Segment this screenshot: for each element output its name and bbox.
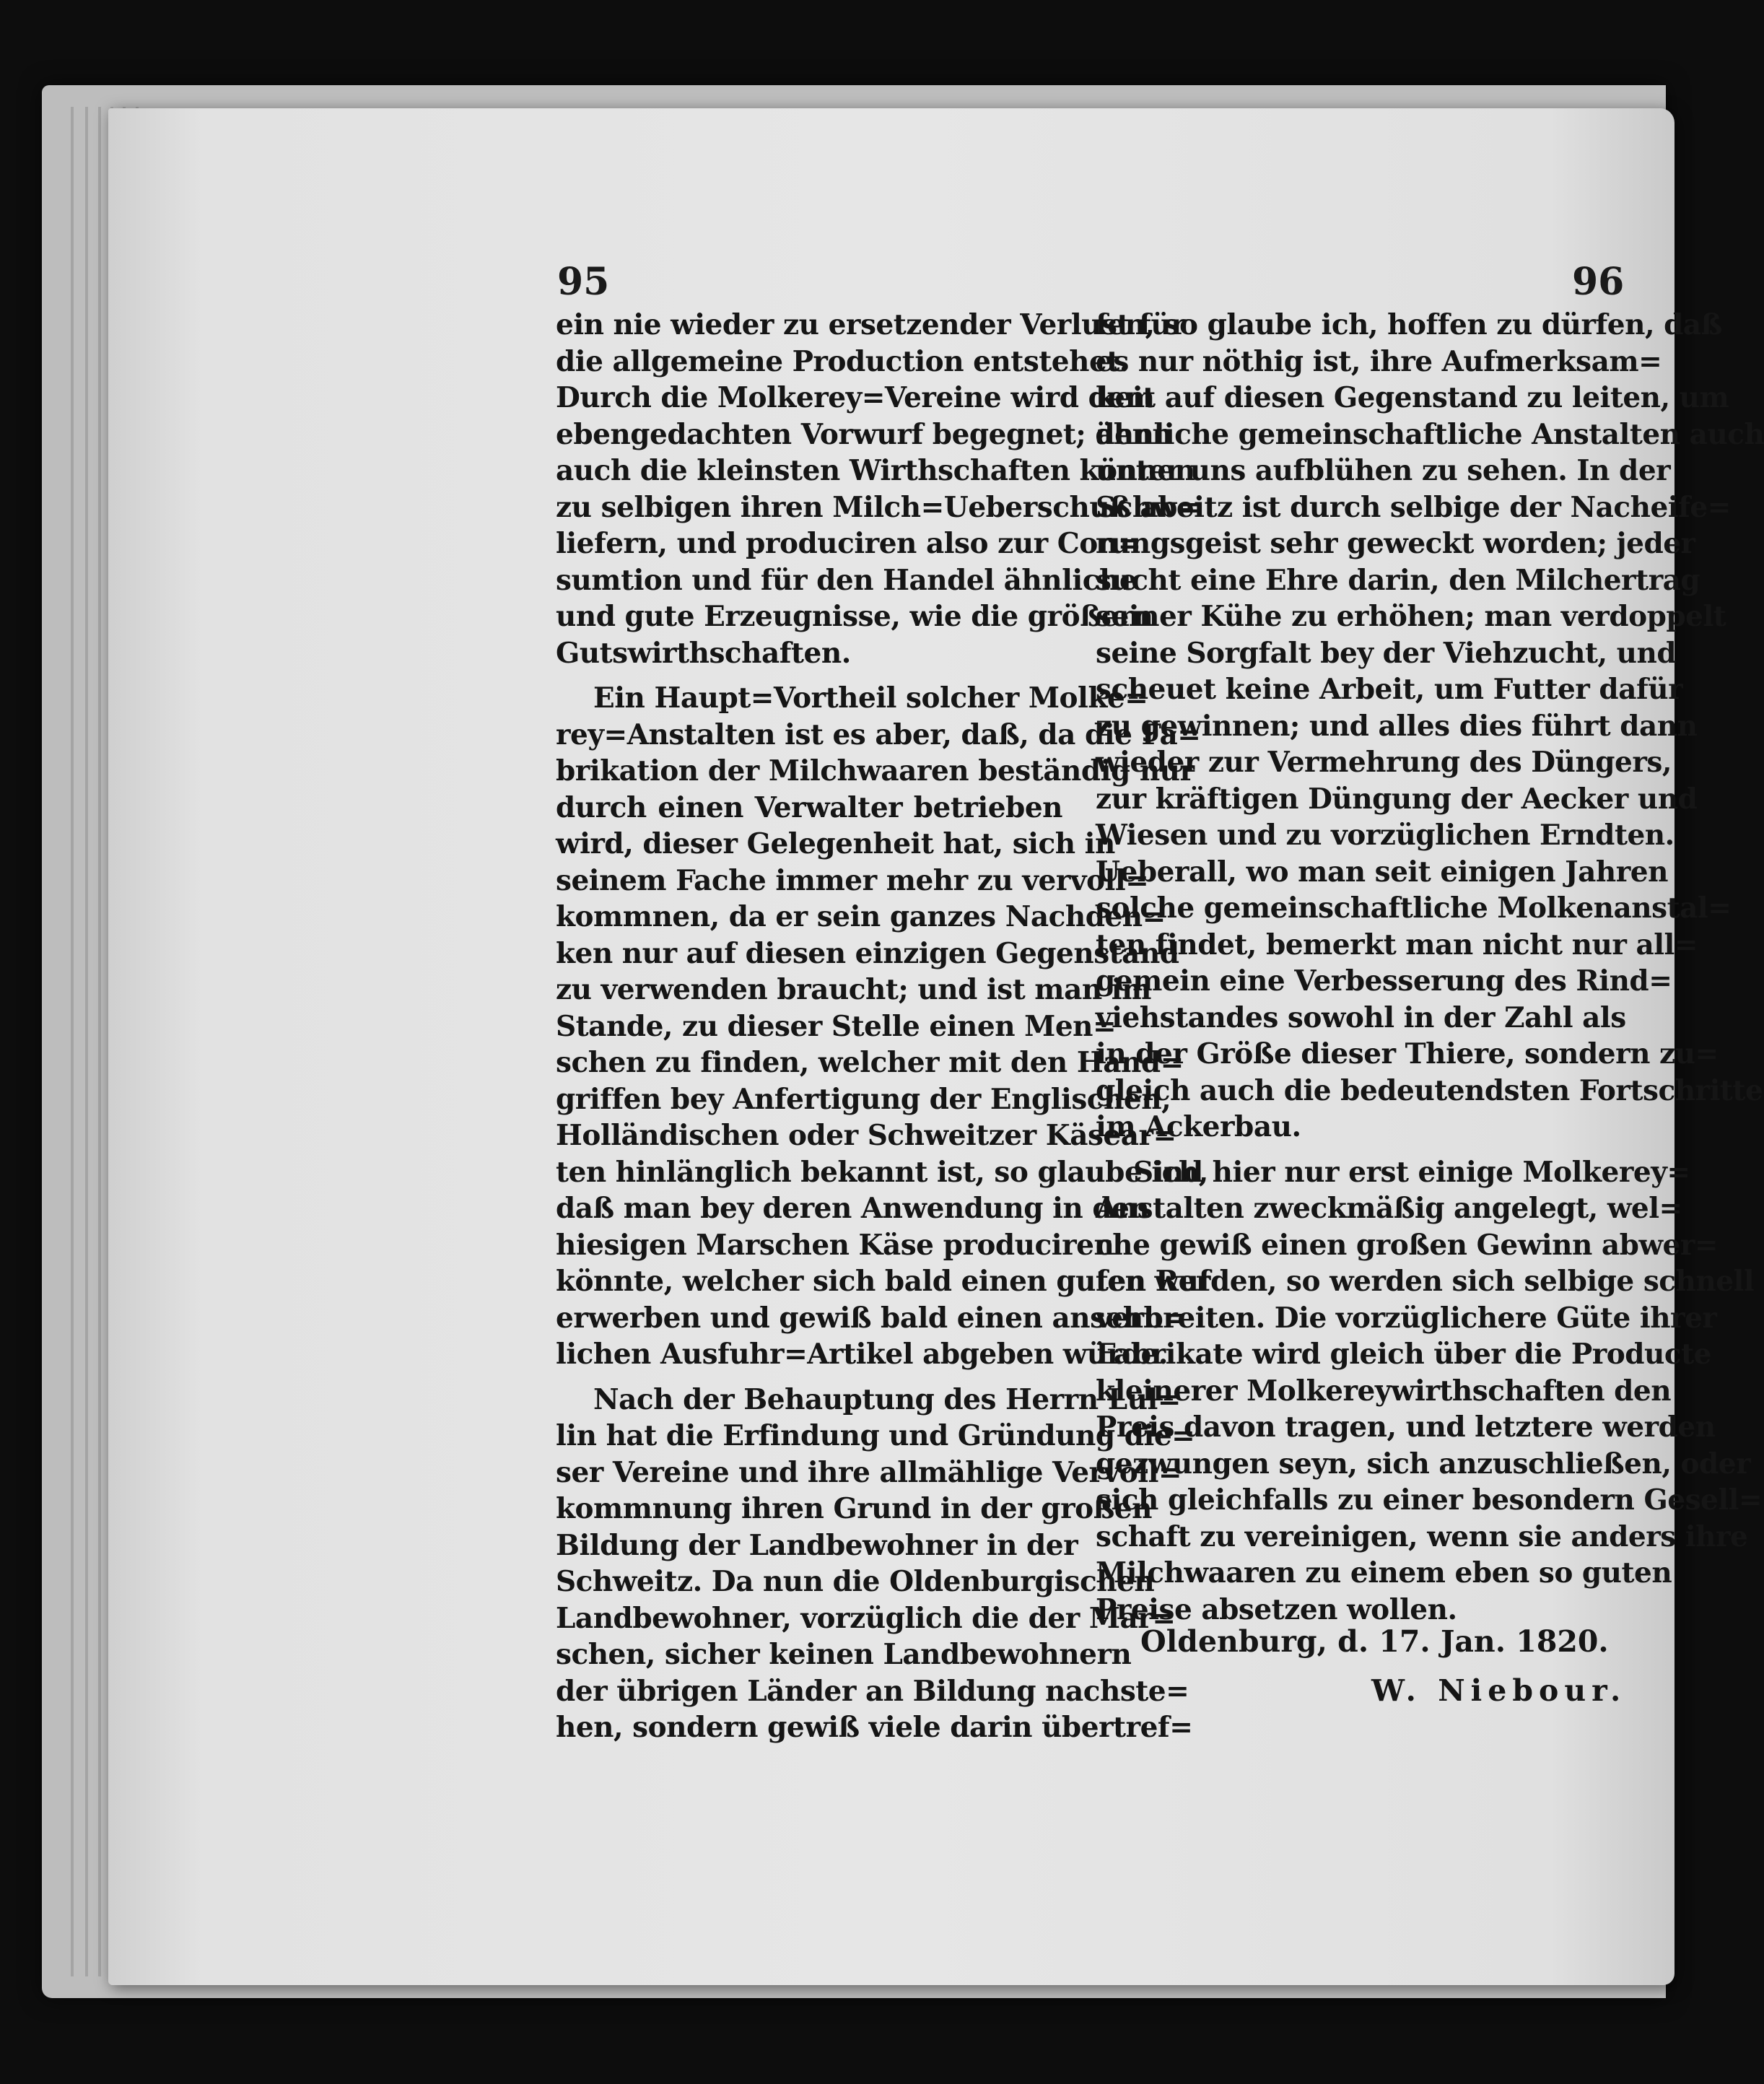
text-line: die allgemeine Production entstehet. <box>556 344 1129 378</box>
text-line: daß man bey deren Anwendung in den <box>556 1192 1150 1225</box>
text-line: keit auf diesen Gegenstand zu leiten, um <box>1096 381 1729 414</box>
text-line: gemein eine Verbesserung des Rind= <box>1096 964 1672 998</box>
text-line: Ein Haupt=Vortheil solcher Molke= <box>593 681 1148 715</box>
text-line: hen, sondern gewiß viele darin übertref= <box>556 1711 1193 1744</box>
text-line: liefern, und produciren also zur Con= <box>556 527 1141 560</box>
right-text-column <box>1096 307 1764 1628</box>
text-line: kommnen, da er sein ganzes Nachden= <box>556 900 1166 933</box>
text-line: schaft zu vereinigen, wenn sie anders ihre <box>1096 1520 1748 1553</box>
text-line: Nach der Behauptung des Herrn Lul= <box>593 1382 1181 1416</box>
paragraph-gap <box>556 1373 1062 1382</box>
text-line: der übrigen Länder an Bildung nachste= <box>556 1674 1189 1708</box>
text-line: in der Größe dieser Thiere, sondern zu= <box>1096 1037 1719 1071</box>
text-line: zu gewinnen; und alles dies führt dann <box>1096 709 1698 743</box>
text-line: Milchwaaren zu einem eben so guten <box>1096 1556 1672 1590</box>
text-line: rey=Anstalten ist es aber, daß, da die Fa= <box>556 718 1201 751</box>
text-line: fen, so glaube ich, hoffen zu dürfen, daß <box>1096 308 1722 341</box>
text-line: gezwungen seyn, sich anzuschließen, oder <box>1096 1447 1751 1481</box>
text-line: ein nie wieder zu ersetzender Verlust für <box>556 308 1186 341</box>
text-line: durch einen Verwalter betrieben <box>556 790 1062 824</box>
text-line: zur kräftigen Düngung der Aecker und <box>1096 782 1698 816</box>
text-line: sumtion und für den Handel ähnliche <box>556 563 1138 597</box>
text-line: im Ackerbau. <box>1096 1110 1301 1143</box>
text-line: auch die kleinsten Wirthschaften können <box>556 454 1195 487</box>
text-line: Preis davon tragen, und letztere werden <box>1096 1411 1716 1444</box>
text-line: Schweitz ist durch selbige der Nacheife= <box>1096 490 1731 524</box>
text-line: griffen bey Anfertigung der Englischen, <box>556 1082 1171 1116</box>
text-line: Fabrikate wird gleich über die Producte <box>1096 1338 1711 1371</box>
text-line: scheuet keine Arbeit, um Futter dafür <box>1096 673 1683 706</box>
text-line: seinem Fache immer mehr zu vervoll= <box>556 863 1149 897</box>
text-line: wieder zur Vermehrung des Düngers, <box>1096 746 1672 779</box>
text-line: Wiesen und zu vorzüglichen Erndten. <box>1096 819 1675 852</box>
text-line: Landbewohner, vorzüglich die der Mar= <box>556 1601 1176 1635</box>
text-line: zu selbigen ihren Milch=Ueberschuß ab= <box>556 490 1201 524</box>
text-line: sucht eine Ehre darin, den Milchertrag <box>1096 563 1700 597</box>
paragraph-gap <box>1096 1146 1610 1154</box>
text-line: Ueberall, wo man seit einigen Jahren <box>1096 855 1668 889</box>
page-edge <box>98 107 101 1976</box>
page-edge <box>71 107 74 1976</box>
page-edge <box>85 107 88 1976</box>
text-line: verbreiten. Die vorzüglichere Güte ihrer <box>1096 1301 1717 1335</box>
text-line: und gute Erzeugnisse, wie die größern <box>556 600 1153 633</box>
text-line: unter uns aufblühen zu sehen. In der <box>1096 454 1671 487</box>
right-page-number: 96 <box>1572 260 1625 304</box>
place-date-line: Oldenburg, d. 17. Jan. 1820. <box>1140 1624 1609 1659</box>
text-line: ebengedachten Vorwurf begegnet; denn <box>556 417 1173 451</box>
text-line: ken nur auf diesen einzigen Gegenstand <box>556 936 1179 970</box>
text-line: che gewiß einen großen Gewinn abwer= <box>1096 1228 1719 1262</box>
text-line: lichen Ausfuhr=Artikel abgeben würde. <box>556 1338 1168 1371</box>
text-line: rungsgeist sehr geweckt worden; jeder <box>1096 527 1695 560</box>
text-line: erwerben und gewiß bald einen ansehn= <box>556 1301 1187 1335</box>
text-line: viehstandes sowohl in der Zahl als <box>1096 1000 1626 1034</box>
text-line: ten hinlänglich bekannt ist, so glaube ich, <box>556 1155 1208 1189</box>
author-signature: W. Niebour. <box>1371 1673 1627 1708</box>
text-line: lin hat die Erfindung und Gründung die= <box>556 1419 1195 1452</box>
paragraph-gap <box>556 671 1062 680</box>
text-line: Holländischen oder Schweitzer Käsear= <box>556 1119 1176 1152</box>
text-line: Bildung der Landbewohner in der <box>556 1528 1078 1562</box>
text-line: gleich auch die bedeutendsten Fortschritte <box>1096 1073 1763 1107</box>
text-line: schen zu finden, welcher mit den Hand= <box>556 1046 1184 1079</box>
text-line: Stande, zu dieser Stelle einen Men= <box>556 1009 1117 1043</box>
text-line: zu verwenden braucht; und ist man im <box>556 973 1151 1006</box>
text-line: kleinerer Molkereywirthschaften den <box>1096 1374 1672 1408</box>
text-line: Schweitz. Da nun die Oldenburgischen <box>556 1565 1155 1598</box>
text-line: wird, dieser Gelegenheit hat, sich in <box>556 827 1115 860</box>
text-line: ten findet, bemerkt man nicht nur all= <box>1096 928 1698 962</box>
text-line: brikation der Milchwaaren beständig nur <box>556 754 1195 788</box>
text-line: es nur nöthig ist, ihre Aufmerksam= <box>1096 344 1662 378</box>
text-line: seine Sorgfalt bey der Viehzucht, und <box>1096 636 1677 670</box>
text-line: Durch die Molkerey=Vereine wird dem <box>556 381 1155 414</box>
left-page-number: 95 <box>557 260 610 304</box>
text-line: ser Vereine und ihre allmählige Vervoll= <box>556 1455 1182 1489</box>
text-line: fen werden, so werden sich selbige schnell <box>1096 1265 1755 1298</box>
text-line: schen, sicher keinen Landbewohnern <box>556 1638 1132 1671</box>
text-line: ähnliche gemeinschaftliche Anstalten auch <box>1096 417 1764 451</box>
text-line: Anstalten zweckmäßig angelegt, wel= <box>1096 1192 1682 1225</box>
text-line: seiner Kühe zu erhöhen; man verdoppelt <box>1096 600 1726 633</box>
text-line: hiesigen Marschen Käse produciren <box>556 1228 1114 1262</box>
text-line: solche gemeinschaftliche Molkenanstal= <box>1096 891 1732 925</box>
text-line: sich gleichfalls zu einer besondern Gesell= <box>1096 1483 1763 1517</box>
text-line: Preise absetzen wollen. <box>1096 1592 1457 1626</box>
text-line: Gutswirthschaften. <box>556 636 851 670</box>
text-line: könnte, welcher sich bald einen guten Ruf <box>556 1265 1210 1298</box>
text-line: Sind hier nur erst einige Molkerey= <box>1133 1155 1690 1189</box>
text-line: kommnung ihren Grund in der großen <box>556 1492 1152 1525</box>
